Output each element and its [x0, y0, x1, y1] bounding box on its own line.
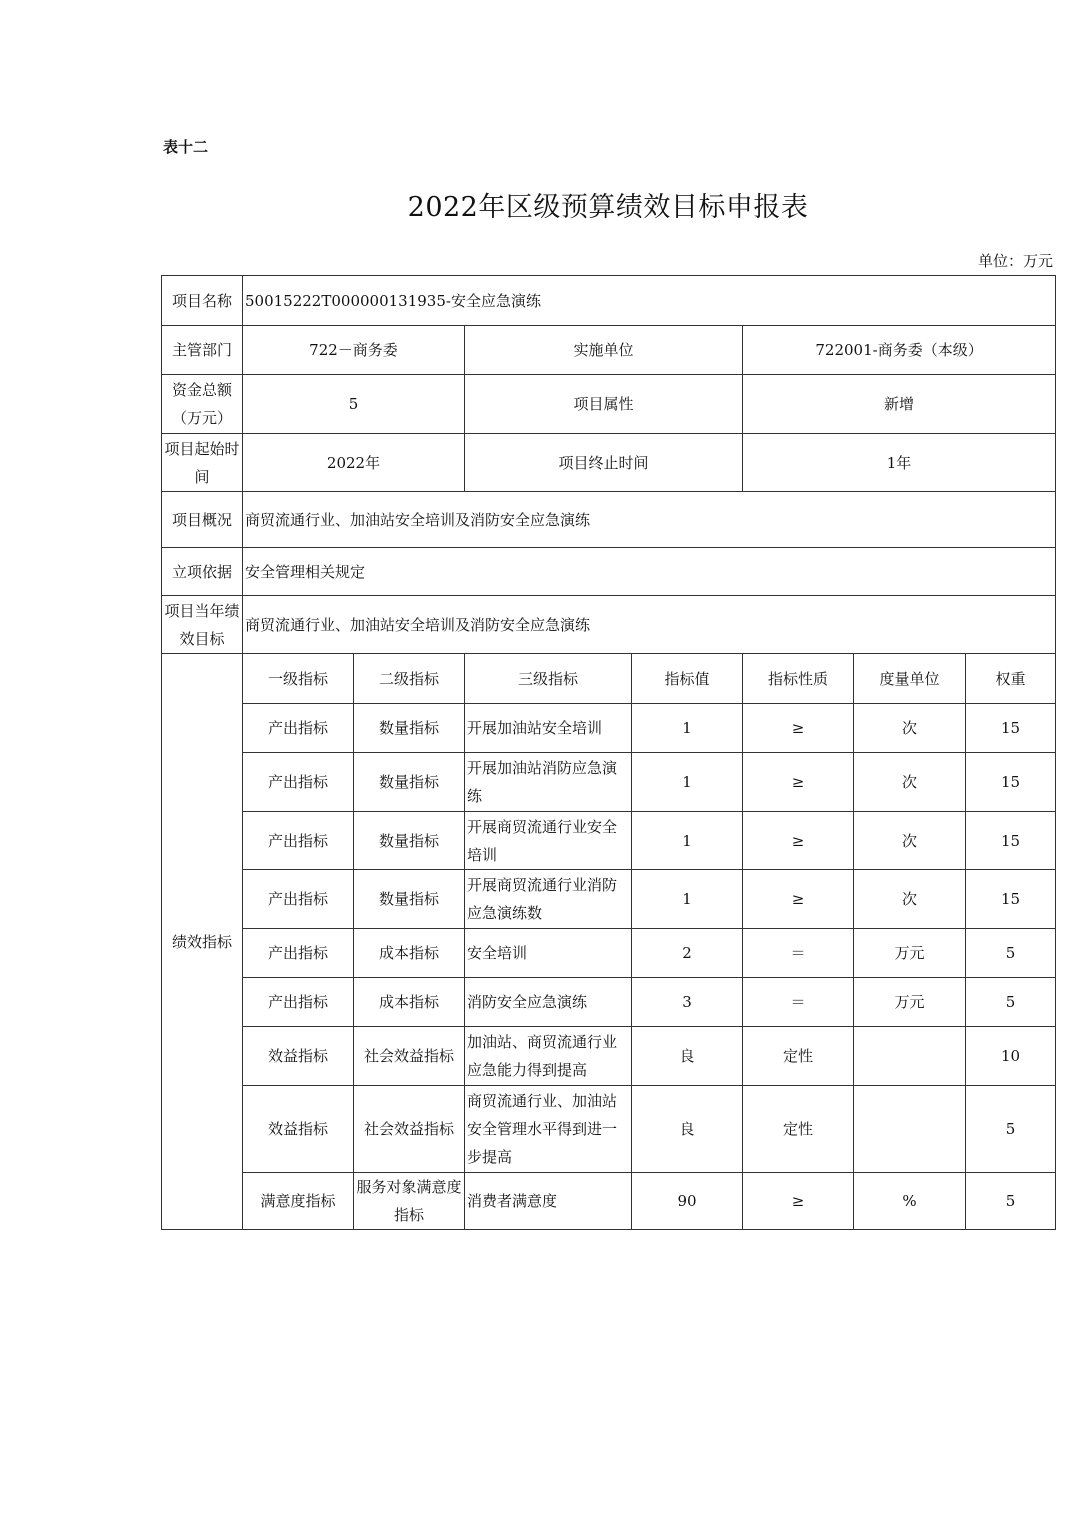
- cell-unit: [854, 1027, 966, 1086]
- project-name-value: 50015222T000000131935-安全应急演练: [243, 276, 1056, 326]
- table-row: [162, 753, 1056, 812]
- cell-level1: 产出指标: [243, 812, 354, 870]
- cell-value: 3: [632, 978, 743, 1027]
- table-row: [162, 1086, 1056, 1173]
- cell-unit: 次: [854, 704, 966, 753]
- cell-value: 1: [632, 704, 743, 753]
- cell-level2: 社会效益指标: [354, 1027, 465, 1086]
- cell-level3: 开展加油站安全培训: [465, 704, 632, 753]
- cell-unit: [854, 1086, 966, 1173]
- cell-value: 90: [632, 1173, 743, 1230]
- row-timing: [162, 434, 1056, 492]
- table-row: [162, 929, 1056, 978]
- cell-unit: 次: [854, 753, 966, 812]
- cell-weight: 5: [966, 1086, 1056, 1173]
- cell-level3: 安全培训: [465, 929, 632, 978]
- cell-value: 良: [632, 1086, 743, 1173]
- indicators-section-label: 绩效指标: [162, 654, 243, 1230]
- cell-level1: 产出指标: [243, 704, 354, 753]
- start-value: 2022年: [243, 434, 465, 492]
- cell-weight: 15: [966, 753, 1056, 812]
- row-goal: [162, 596, 1056, 654]
- row-department: [162, 326, 1056, 375]
- cell-weight: 15: [966, 870, 1056, 929]
- cell-level2: 服务对象满意度指标: [354, 1173, 465, 1230]
- cell-level2: 数量指标: [354, 753, 465, 812]
- table-tag: 表十二: [163, 138, 209, 156]
- cell-weight: 5: [966, 1173, 1056, 1230]
- end-value: 1年: [743, 434, 1056, 492]
- cell-value: 1: [632, 870, 743, 929]
- cell-level3: 开展加油站消防应急演练: [465, 753, 632, 812]
- cell-level3: 消费者满意度: [465, 1173, 632, 1230]
- cell-nature: ＝: [743, 929, 854, 978]
- basis-label: 立项依据: [162, 548, 243, 596]
- cell-level1: 产出指标: [243, 978, 354, 1027]
- table-row: [162, 870, 1056, 929]
- cell-nature: 定性: [743, 1027, 854, 1086]
- cell-level2: 成本指标: [354, 978, 465, 1027]
- goal-label: 项目当年绩效目标: [162, 596, 243, 654]
- attr-label: 项目属性: [465, 375, 743, 434]
- cell-level2: 数量指标: [354, 812, 465, 870]
- cell-level1: 效益指标: [243, 1086, 354, 1173]
- cell-nature: ≥: [743, 753, 854, 812]
- dept-value: 722－商务委: [243, 326, 465, 375]
- overview-label: 项目概况: [162, 492, 243, 548]
- table-row: [162, 704, 1056, 753]
- header-weight: 权重: [966, 654, 1056, 704]
- impl-label: 实施单位: [465, 326, 743, 375]
- fund-value: 5: [243, 375, 465, 434]
- cell-weight: 15: [966, 812, 1056, 870]
- cell-level2: 社会效益指标: [354, 1086, 465, 1173]
- cell-level1: 产出指标: [243, 929, 354, 978]
- cell-unit: 次: [854, 870, 966, 929]
- dept-label: 主管部门: [162, 326, 243, 375]
- cell-level1: 产出指标: [243, 753, 354, 812]
- header-level3: 三级指标: [465, 654, 632, 704]
- project-name-label: 项目名称: [162, 276, 243, 326]
- cell-level2: 成本指标: [354, 929, 465, 978]
- page-title: 2022年区级预算绩效目标申报表: [407, 192, 809, 223]
- cell-level1: 产出指标: [243, 870, 354, 929]
- cell-nature: ≥: [743, 1173, 854, 1230]
- header-level1: 一级指标: [243, 654, 354, 704]
- cell-unit: 次: [854, 812, 966, 870]
- overview-value: 商贸流通行业、加油站安全培训及消防安全应急演练: [243, 492, 1056, 548]
- cell-level2: 数量指标: [354, 704, 465, 753]
- cell-weight: 15: [966, 704, 1056, 753]
- cell-unit: 万元: [854, 978, 966, 1027]
- cell-value: 良: [632, 1027, 743, 1086]
- header-level2: 二级指标: [354, 654, 465, 704]
- cell-level3: 开展商贸流通行业消防应急演练数: [465, 870, 632, 929]
- indicator-header-row: [162, 654, 1056, 704]
- table-row: [162, 978, 1056, 1027]
- cell-level3: 开展商贸流通行业安全培训: [465, 812, 632, 870]
- cell-nature: ≥: [743, 812, 854, 870]
- cell-level1: 效益指标: [243, 1027, 354, 1086]
- row-project-name: [162, 276, 1056, 326]
- cell-level3: 加油站、商贸流通行业应急能力得到提高: [465, 1027, 632, 1086]
- cell-value: 2: [632, 929, 743, 978]
- cell-value: 1: [632, 753, 743, 812]
- cell-unit: 万元: [854, 929, 966, 978]
- attr-value: 新增: [743, 375, 1056, 434]
- cell-nature: ≥: [743, 870, 854, 929]
- cell-weight: 5: [966, 978, 1056, 1027]
- cell-unit: %: [854, 1173, 966, 1230]
- row-overview: [162, 492, 1056, 548]
- table-row: [162, 1027, 1056, 1086]
- cell-level3: 消防安全应急演练: [465, 978, 632, 1027]
- cell-level3: 商贸流通行业、加油站安全管理水平得到进一步提高: [465, 1086, 632, 1173]
- cell-nature: 定性: [743, 1086, 854, 1173]
- start-label: 项目起始时间: [162, 434, 243, 492]
- unit-label: 单位：万元: [977, 252, 1053, 270]
- row-funding: [162, 375, 1056, 434]
- goal-value: 商贸流通行业、加油站安全培训及消防安全应急演练: [243, 596, 1056, 654]
- cell-nature: ＝: [743, 978, 854, 1027]
- cell-value: 1: [632, 812, 743, 870]
- header-value: 指标值: [632, 654, 743, 704]
- table-row: [162, 812, 1056, 870]
- budget-form-table: [161, 275, 1056, 1230]
- header-nature: 指标性质: [743, 654, 854, 704]
- row-basis: [162, 548, 1056, 596]
- cell-level2: 数量指标: [354, 870, 465, 929]
- impl-value: 722001-商务委（本级）: [743, 326, 1056, 375]
- cell-weight: 10: [966, 1027, 1056, 1086]
- header-unit: 度量单位: [854, 654, 966, 704]
- basis-value: 安全管理相关规定: [243, 548, 1056, 596]
- cell-level1: 满意度指标: [243, 1173, 354, 1230]
- end-label: 项目终止时间: [465, 434, 743, 492]
- cell-weight: 5: [966, 929, 1056, 978]
- cell-nature: ≥: [743, 704, 854, 753]
- fund-label: 资金总额（万元）: [162, 375, 243, 434]
- table-row: [162, 1173, 1056, 1230]
